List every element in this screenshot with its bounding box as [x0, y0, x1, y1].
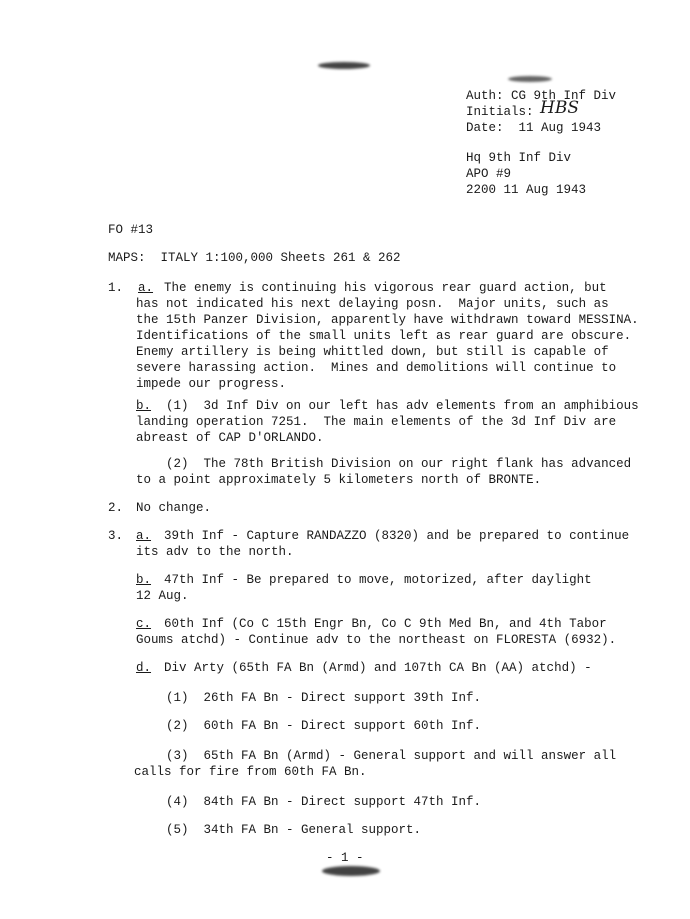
para3-c-line: Goums atchd) - Continue adv to the northeast on FLORESTA (6932). [136, 633, 617, 647]
time-line: 2200 11 Aug 1943 [466, 183, 587, 197]
para1-a-line: severe harassing action. Mines and demolitions will continue to [136, 361, 617, 375]
para3-a-label: a. [136, 529, 152, 543]
para3-a-line: its adv to the north. [136, 545, 294, 559]
initials-signature: HBS [540, 98, 579, 118]
para1-a-line: the 15th Panzer Division, apparently have withdrawn toward MESSINA. [136, 313, 639, 327]
date-line: Date: 11 Aug 1943 [466, 121, 602, 135]
para3-c-line: 60th Inf (Co C 15th Engr Bn, Co C 9th Med Bn, and 4th Tabor [164, 617, 607, 631]
para1-a-line: has not indicated his next delaying posn. Major units, such as [136, 297, 609, 311]
page-number: - 1 - [326, 851, 364, 865]
fo-number: FO #13 [108, 223, 154, 237]
para2-text: No change. [136, 501, 212, 515]
div-arty-item: calls for fire from 60th FA Bn. [134, 765, 367, 779]
para1-b1-line: landing operation 7251. The main elements of the 3d Inf Div are [136, 415, 617, 429]
para1-b2-line: (2) The 78th British Division on our right flank has advanced [166, 457, 632, 471]
para3-d-line: Div Arty (65th FA Bn (Armd) and 107th CA Bn (AA) atchd) - [164, 661, 592, 675]
div-arty-item: (4) 84th FA Bn - Direct support 47th Inf. [166, 795, 482, 809]
ink-smudge-bottom [322, 866, 380, 876]
para2-number: 2. [108, 501, 124, 515]
para3-c-label: c. [136, 617, 152, 631]
para3-a-line: 39th Inf - Capture RANDAZZO (8320) and be prepared to continue [164, 529, 630, 543]
para1-a-line: The enemy is continuing his vigorous rear guard action, but [164, 281, 607, 295]
para1-b2-line: to a point approximately 5 kilometers north of BRONTE. [136, 473, 542, 487]
para1-number: 1. [108, 281, 124, 295]
maps-line: MAPS: ITALY 1:100,000 Sheets 261 & 262 [108, 251, 401, 265]
para3-number: 3. [108, 529, 124, 543]
para3-b-line: 47th Inf - Be prepared to move, motorized, after daylight [164, 573, 592, 587]
auth-line: Auth: CG 9th Inf Div [466, 89, 617, 103]
para3-d-label: d. [136, 661, 152, 675]
para1-b1-line: abreast of CAP D'ORLANDO. [136, 431, 324, 445]
initials-label: Initials: [466, 105, 534, 119]
hq-line: Hq 9th Inf Div [466, 151, 572, 165]
classification-blot [508, 76, 552, 82]
para1-b1-line: (1) 3d Inf Div on our left has adv elements from an amphibious [166, 399, 639, 413]
div-arty-item: (3) 65th FA Bn (Armd) - General support and will answer all [166, 749, 617, 763]
para1-a-line: Identifications of the small units left as rear guard are obscure. [136, 329, 632, 343]
para3-b-line: 12 Aug. [136, 589, 189, 603]
para3-b-label: b. [136, 573, 152, 587]
apo-line: APO #9 [466, 167, 512, 181]
para1-a-line: Enemy artillery is being whittled down, but still is capable of [136, 345, 609, 359]
div-arty-item: (1) 26th FA Bn - Direct support 39th Inf. [166, 691, 482, 705]
para1-a-line: impede our progress. [136, 377, 287, 391]
para1-b-label: b. [136, 399, 152, 413]
ink-smudge-top [318, 62, 370, 69]
div-arty-item: (5) 34th FA Bn - General support. [166, 823, 422, 837]
div-arty-item: (2) 60th FA Bn - Direct support 60th Inf. [166, 719, 482, 733]
para1-a-label: a. [138, 281, 154, 295]
